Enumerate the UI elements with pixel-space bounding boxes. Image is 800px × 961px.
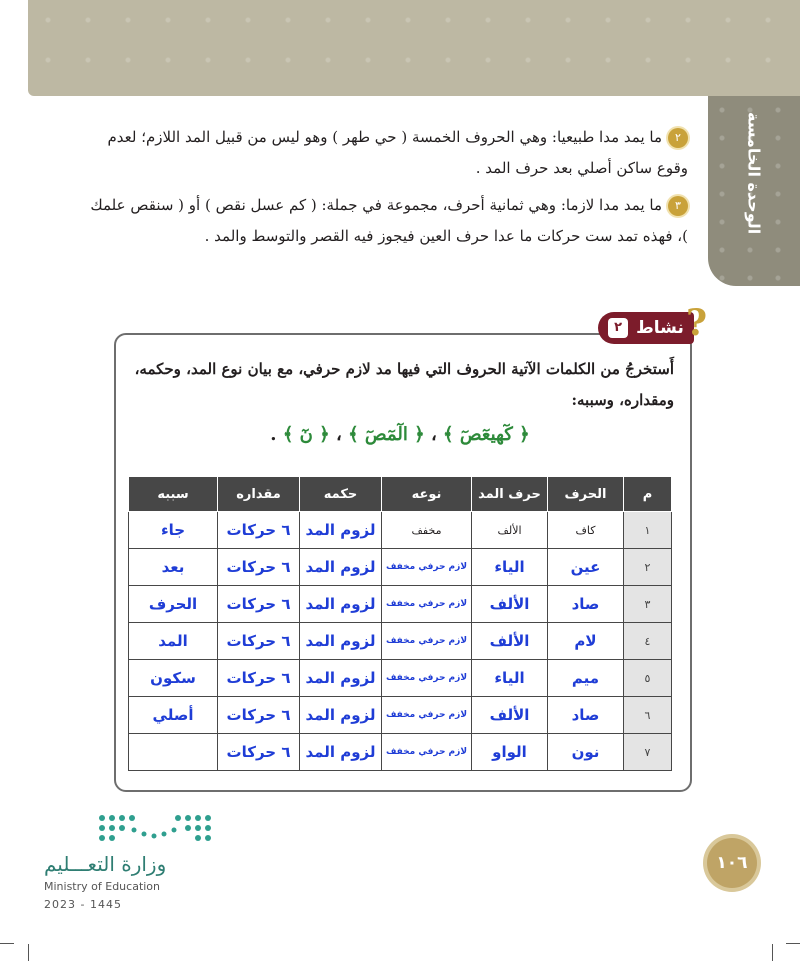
cell-rule: لزوم المد	[300, 697, 382, 734]
bullet-icon: ٢	[668, 128, 688, 148]
cell-amount: ٦ حركات	[218, 660, 300, 697]
end-mark: .	[270, 424, 277, 445]
unit-title: الوحدة الخامسة	[744, 111, 764, 235]
table-row	[129, 512, 672, 549]
activity-number: ٢	[608, 318, 628, 338]
cell-cause: المد	[129, 623, 218, 660]
cell-letter: كاف	[548, 512, 624, 549]
cell-amount: ٦ حركات	[218, 549, 300, 586]
table-row	[129, 586, 672, 623]
cell-amount: ٦ حركات	[218, 734, 300, 771]
crop-mark	[786, 943, 800, 944]
paragraph-text: ما يمد مدا طبيعيا: وهي الحروف الخمسة ( حي طهر ) وهو ليس من قبيل المد اللازم؛ لعدم وقوع ساكن أصلي بعد حرف المد .	[107, 128, 688, 177]
word-separator: ،	[430, 424, 437, 445]
cell-madd-letter: الألف	[472, 697, 548, 734]
cell-letter: ميم	[548, 660, 624, 697]
cell-rule: لزوم المد	[300, 623, 382, 660]
row-num: ٧	[624, 734, 672, 771]
cell-type: مخفف	[382, 512, 472, 549]
row-num: ٥	[624, 660, 672, 697]
row-num: ٣	[624, 586, 672, 623]
activity-tag	[598, 302, 710, 346]
header-madd-letter: حرف المد	[472, 477, 548, 512]
cell-madd-letter: الألف	[472, 623, 548, 660]
header-amount: مقداره	[218, 477, 300, 512]
cell-type: لازم حرفي مخفف	[382, 660, 472, 697]
cell-cause: بعد	[129, 549, 218, 586]
cell-madd-letter: الياء	[472, 549, 548, 586]
header-cause: سببه	[129, 477, 218, 512]
cell-cause: الحرف	[129, 586, 218, 623]
header-type: نوعه	[382, 477, 472, 512]
table-row	[129, 660, 672, 697]
edition-year: 2023 - 1445	[44, 898, 122, 911]
cell-cause	[129, 734, 218, 771]
paragraph-natural-madd	[88, 122, 688, 184]
cell-amount: ٦ حركات	[218, 697, 300, 734]
row-num: ٤	[624, 623, 672, 660]
header-num: م	[624, 477, 672, 512]
cell-letter: عين	[548, 549, 624, 586]
cell-letter: نون	[548, 734, 624, 771]
cell-amount: ٦ حركات	[218, 512, 300, 549]
cell-cause: جاء	[129, 512, 218, 549]
cell-madd-letter: الألف	[472, 512, 548, 549]
table-header-row	[129, 477, 672, 512]
quran-word: ﴿ الٓمٓصٓ ﴾	[348, 424, 425, 445]
cell-cause: أصلي	[129, 697, 218, 734]
cell-rule: لزوم المد	[300, 586, 382, 623]
cell-amount: ٦ حركات	[218, 586, 300, 623]
madd-table	[128, 476, 672, 771]
ministry-name-en: Ministry of Education	[44, 880, 161, 893]
crop-mark	[28, 944, 29, 961]
header-band	[28, 0, 800, 96]
table-row	[129, 734, 672, 771]
activity-label: نشاط	[636, 318, 684, 338]
row-num: ٦	[624, 697, 672, 734]
cell-madd-letter: الألف	[472, 586, 548, 623]
table-row	[129, 623, 672, 660]
ministry-name-ar: وزارة التعـــليم	[44, 852, 167, 876]
cell-amount: ٦ حركات	[218, 623, 300, 660]
paragraph-text: ما يمد مدا لازما: وهي ثمانية أحرف، مجموعة في جملة: ( كم عسل نقص ) أو ( سنقص علمك )، فهذه تمد ست حركات ما عدا حرف العين فيجوز فيه القصر والتوسط والمد .	[90, 196, 688, 245]
table-row	[129, 549, 672, 586]
cell-rule: لزوم المد	[300, 660, 382, 697]
table-row	[129, 697, 672, 734]
word-separator: ،	[335, 424, 342, 445]
ministry-logo-icon	[94, 810, 214, 850]
question-mark-icon: ?	[686, 302, 708, 344]
cell-madd-letter: الياء	[472, 660, 548, 697]
bullet-icon: ٣	[668, 196, 688, 216]
cell-letter: لام	[548, 623, 624, 660]
cell-type: لازم حرفي مخفف	[382, 549, 472, 586]
cell-rule: لزوم المد	[300, 549, 382, 586]
quran-words	[0, 424, 800, 445]
cell-madd-letter: الواو	[472, 734, 548, 771]
crop-mark	[0, 943, 14, 944]
crop-mark	[772, 944, 773, 961]
cell-type: لازم حرفي مخفف	[382, 734, 472, 771]
quran-word: ﴿ كٓهيعٓصٓ ﴾	[443, 424, 530, 445]
cell-type: لازم حرفي مخفف	[382, 697, 472, 734]
cell-rule: لزوم المد	[300, 734, 382, 771]
cell-rule: لزوم المد	[300, 512, 382, 549]
quran-word: ﴿ نٓ ﴾	[282, 424, 330, 445]
cell-letter: صاد	[548, 697, 624, 734]
row-num: ٢	[624, 549, 672, 586]
cell-cause: سكون	[129, 660, 218, 697]
header-letter: الحرف	[548, 477, 624, 512]
activity-question: أَستخرجُ من الكلمات الآتية الحروف التي فيها مد لازم حرفي، مع بيان نوع المد، وحكمه، ومقداره، وسببه:	[134, 360, 674, 409]
row-num: ١	[624, 512, 672, 549]
paragraph-required-madd	[88, 190, 688, 252]
cell-type: لازم حرفي مخفف	[382, 623, 472, 660]
page-number: ١٠٦	[707, 838, 757, 888]
cell-letter: صاد	[548, 586, 624, 623]
cell-type: لازم حرفي مخفف	[382, 586, 472, 623]
header-rule: حكمه	[300, 477, 382, 512]
